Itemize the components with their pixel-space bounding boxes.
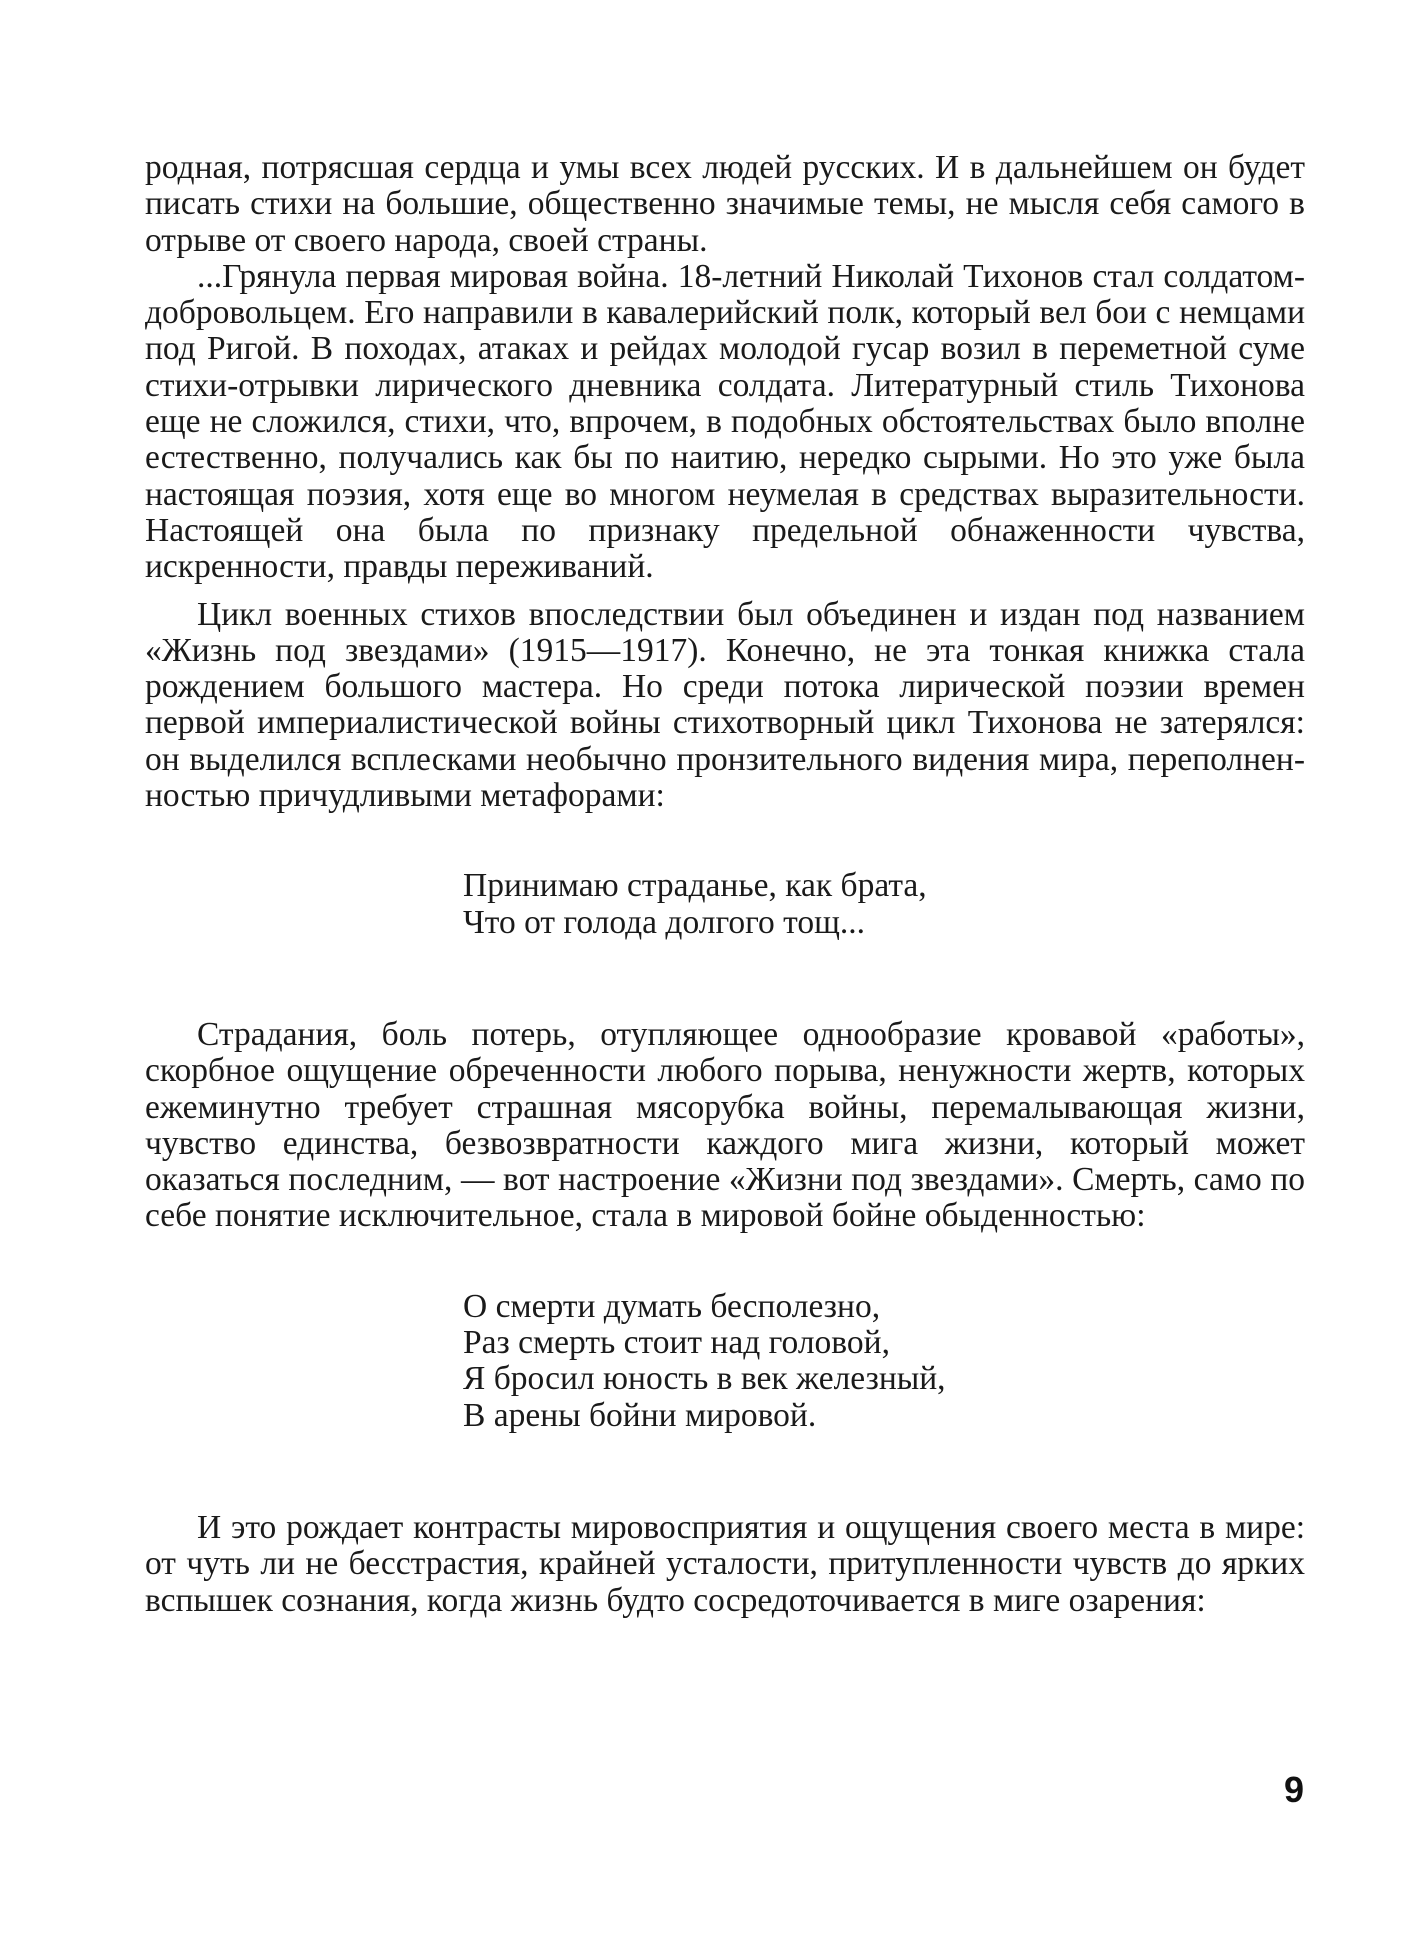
verse-line: Что от голода долгого тощ... xyxy=(463,903,866,941)
verse-quote-2 xyxy=(463,1289,1305,1434)
page-body xyxy=(145,150,1305,1619)
verse-line: Я бросил юность в век железный, xyxy=(463,1360,946,1398)
paragraph-suffering: Страдания, боль потерь, отупляющее однообразие кровавой «работы», скорбное ощущение обреченности любого порыва, ненужности жертв, которых ежеминутно требует страшная мясорубка войны, перемалывающая жизни, чувство единства, безвозвратности каждого мига жизни, который может оказаться последним, — вот настроение «Жизни под звездами». Смерть, само по себе понятие исключительное, стала в мировой бойне обыденностью: xyxy=(145,1015,1305,1235)
paragraph-continuation: родная, потрясшая сердца и умы всех людей русских. И в дальнейшем он будет писать стихи на большие, общественно значимые темы, не мысля себя самого в отрыве от своего народа, своей страны. xyxy=(145,149,1305,259)
paragraph-contrasts: И это рождает контрасты мировосприятия и ощущения своего места в мире: от чуть ли не бесстрастия, крайней усталости, притупленности чувств до ярких вспышек сознания, когда жизнь будто сосредоточивается в миге озарения: xyxy=(145,1508,1305,1619)
verse-quote-1 xyxy=(463,868,1305,941)
verse-line: О смерти думать бесполезно, xyxy=(463,1287,881,1325)
paragraph-war-cycle: Цикл военных стихов впоследствии был объединен и издан под названием «Жизнь под звездами» (1915—1917). Конечно, не эта тонкая книжка стала рождением большого мастера. Но среди потока лирической поэзии времен первой империалистической войны стихотворный цикл Тихонова не затерялся: он выделился всплесками необычно пронзительного видения мира, переполненностью причудливыми метафорами: xyxy=(145,595,1305,815)
verse-line: Раз смерть стоит над головой, xyxy=(463,1324,890,1362)
paragraph-war-beginning: ...Грянула первая мировая война. 18-летний Николай Тихонов стал солдатом-добровольцем. Его направили в кавалерийский полк, который вел бои с немцами под Ригой. В походах, атаках и рейдах молодой гусар возил в переметной суме стихи-отрывки лирического дневника солдата. Литературный стиль Тихонова еще не сложился, стихи, что, впрочем, в подобных обстоятельствах было вполне естественно, получались как бы по наитию, нередко сырыми. Но это уже была настоящая поэзия, хотя еще во многом неумелая в средствах выразительности. Настоящей она была по признаку предельной обнаженности чувства, искренности, правды переживаний. xyxy=(145,257,1305,586)
page-number: 9 xyxy=(1284,1769,1305,1810)
verse-line: Принимаю страданье, как брата, xyxy=(463,867,927,905)
verse-line: В арены бойни мировой. xyxy=(463,1396,817,1434)
